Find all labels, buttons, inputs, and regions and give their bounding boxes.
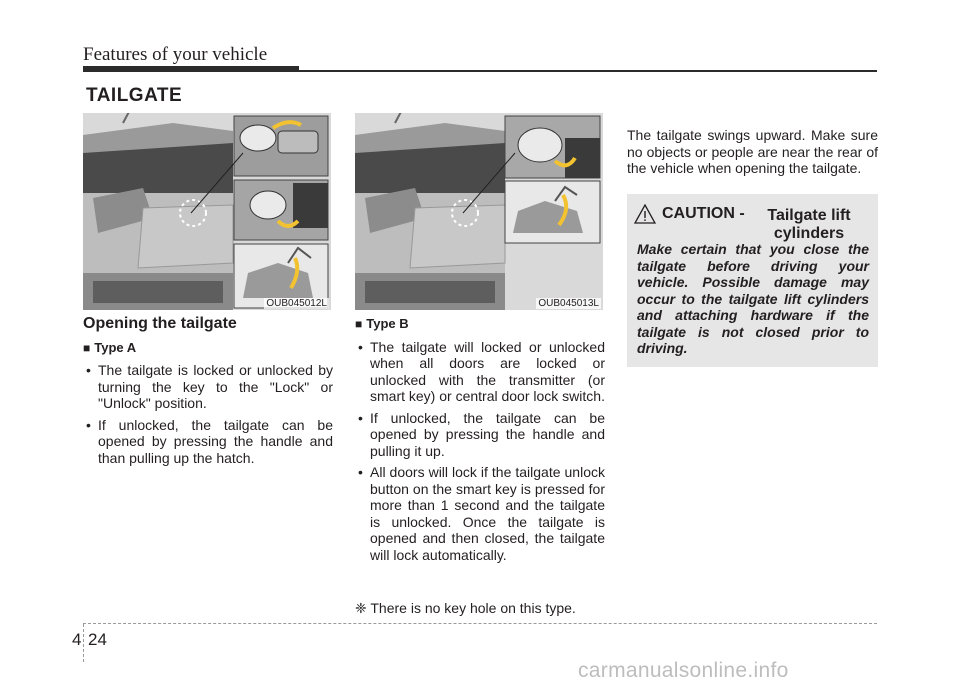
section-title: TAILGATE bbox=[86, 85, 183, 106]
footer-divider bbox=[83, 624, 84, 662]
square-bullet-icon: ■ bbox=[355, 317, 363, 331]
caution-box bbox=[627, 194, 878, 367]
warning-triangle-icon bbox=[634, 204, 656, 224]
caution-label: CAUTION - bbox=[662, 205, 745, 222]
figure-a-caption: OUB045012L bbox=[266, 298, 327, 309]
type-a-label: ■ Type A bbox=[83, 339, 137, 355]
figure-type-a bbox=[83, 113, 331, 310]
header-rule bbox=[83, 70, 877, 72]
column-type-b bbox=[355, 316, 605, 568]
square-bullet-icon: ■ bbox=[83, 340, 91, 355]
caution-body: Make certain that you close the tailgate before driving your vehicle. Possible damage may occur to the tailgate lift cylinders and attaching hardware if the tailgate is not closed prior to driving. bbox=[637, 241, 869, 356]
tailgate-swing-paragraph: The tailgate swings upward. Make sure no objects or people are near the rear of the vehicle when opening the tailgate. bbox=[627, 127, 878, 176]
figure-b-caption: OUB045013L bbox=[538, 298, 599, 309]
list-item: • The tailgate will locked or unlocked when all doors are locked or unlocked with the transmitter (or smart key) or central door lock switch. bbox=[358, 338, 605, 404]
list-item: • The tailgate is locked or unlocked by turning the key to the "Lock" or "Unlock" position. bbox=[86, 362, 333, 411]
list-item: • If unlocked, the tailgate can be opened by pressing the handle and pulling it up. bbox=[358, 409, 605, 459]
car-rear-illustration-b bbox=[355, 113, 603, 310]
footer-rule bbox=[83, 623, 877, 624]
car-rear-illustration-a bbox=[83, 113, 331, 310]
figure-type-b bbox=[355, 113, 603, 310]
watermark: carmanualsonline.info bbox=[578, 659, 789, 682]
type-b-label: ■ Type B bbox=[355, 316, 409, 331]
no-key-hole-note: ❈ There is no key hole on this type. bbox=[355, 600, 576, 616]
caution-subtitle: Tailgate lift cylinders bbox=[767, 207, 851, 242]
chapter-number: 4 bbox=[72, 630, 82, 649]
page-number: 24 bbox=[88, 630, 107, 649]
subhead-opening-tailgate: Opening the tailgate bbox=[83, 315, 237, 332]
list-item: • If unlocked, the tailgate can be opened by pressing the handle and than pulling up the hatch. bbox=[86, 416, 333, 466]
column-type-a bbox=[83, 316, 333, 471]
header-title: Features of your vehicle bbox=[83, 44, 268, 65]
column-right bbox=[627, 127, 878, 177]
list-item: • All doors will lock if the tailgate unlock button on the smart key is pressed for more than 1 second and the tailgate is unlocked. Once the tailgate is opened and then closed, the tailgate will lock automatically. bbox=[358, 464, 605, 563]
